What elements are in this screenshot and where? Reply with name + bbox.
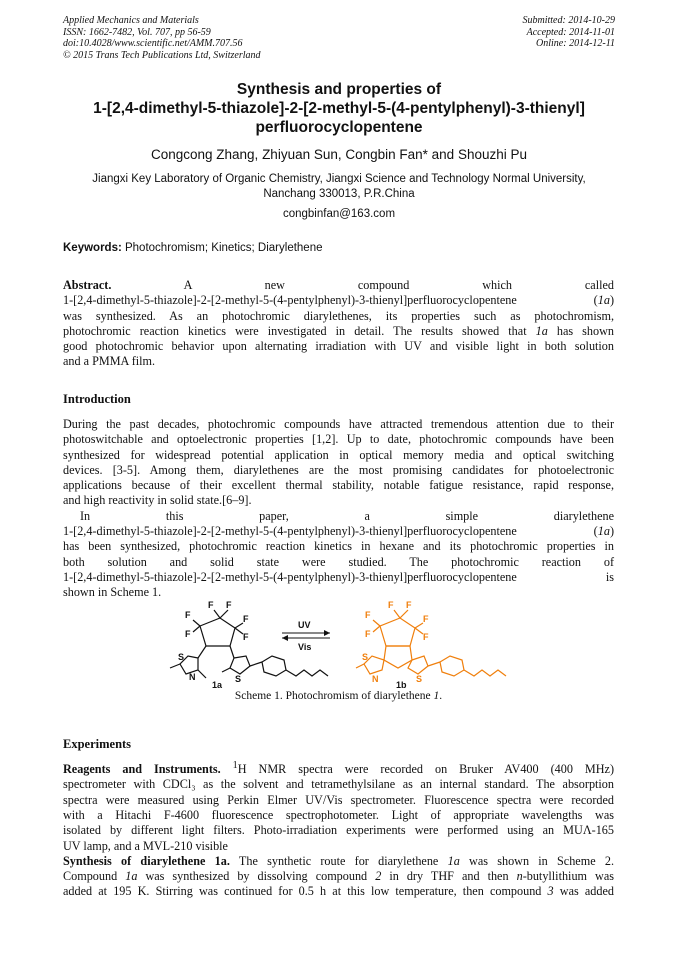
doi[interactable]: doi:10.4028/www.scientific.net/AMM.707.56 [63, 38, 243, 49]
text: ) [609, 524, 614, 539]
scheme-caption [63, 690, 614, 702]
intro-line: has been synthesized, photochromic reaction kinetics in hexane and its photochromic properties in [63, 539, 614, 554]
text: in dry THF and then [381, 869, 517, 884]
exp-line: UV lamp, and a MVL-210 visible [63, 838, 228, 853]
issn: ISSN: 1662-7482, Vol. 707, pp 56-59 [63, 26, 211, 38]
atom-label: F [423, 614, 429, 624]
introduction-body [63, 417, 614, 601]
exp-line [63, 758, 614, 777]
thiophene-ring [230, 656, 250, 674]
pentyl-chain [464, 670, 506, 676]
affiliation [50, 172, 628, 202]
exp-line: spectra were measured using Perkin Elmer UV/Vis spectrometer. Fluorescence spectra were recorded [63, 792, 614, 807]
bond [250, 662, 262, 666]
text: photochromic reaction kinetics were investigated in detail. The results showed that [63, 323, 536, 338]
compound-ref: 1a [597, 293, 610, 308]
affiliation-line: Jiangxi Key Laboratory of Organic Chemistry, Jiangxi Science and Technology Normal University, [92, 173, 586, 185]
abstract-line: good photochromic behavior upon alternating irradiation with UV and visible light in both solution [63, 339, 614, 354]
atom-label: F [208, 600, 214, 610]
exp-line [63, 869, 614, 884]
text: has shown [547, 323, 614, 338]
text: 1-[2,4-dimethyl-5-thiazole]-2-[2-methyl-5-(4-pentylphenyl)-3-thienyl]perfluorocyclopentene ( [63, 293, 598, 308]
paragraph-label: Synthesis of diarylethene 1a. [63, 853, 230, 868]
paper-title [40, 80, 638, 137]
phenyl-ring [262, 656, 286, 676]
atom-label: F [243, 632, 249, 642]
atom-label: S [178, 652, 185, 662]
scheme-1-figure [150, 598, 630, 690]
compound-ref: 3 [547, 884, 554, 899]
submitted-date: Submitted: 2014-10-29 [522, 15, 615, 26]
intro-line [63, 524, 614, 539]
abstract-line: and a PMMA film. [63, 354, 156, 369]
authors: Congcong Zhang, Zhiyuan Sun, Congbin Fan* and Shouzhi Pu [150, 147, 527, 162]
bond [415, 628, 423, 634]
bond [356, 664, 364, 668]
phenyl-ring [440, 656, 464, 676]
text: A new compound which called [111, 278, 614, 292]
cyclopentene-ring [200, 618, 235, 646]
introduction-heading: Introduction [63, 392, 131, 406]
compound-ref: 1a [447, 853, 460, 868]
text: H NMR spectra were recorded on Bruker AV400 (400 MHz) [237, 762, 615, 777]
text: -butyllithium was [522, 869, 614, 884]
central-ring [384, 646, 412, 668]
text: Scheme 1. Photochromism of diarylethene [234, 690, 434, 702]
molecule-1b [356, 610, 506, 676]
intro-line: synthesized for widespread potential application in optical memory media and optical switching [63, 447, 614, 462]
text: added at 195 K. Stirring was continued for 0.5 h at this low temperature, then compound [63, 884, 548, 899]
experiments-heading: Experiments [63, 737, 132, 751]
bond [170, 664, 180, 668]
title-line: perfluorocyclopentene [255, 119, 423, 136]
exp-line [63, 884, 614, 899]
intro-line: devices. [3-5]. Among them, diarylethenes are the most promising candidates for photoelectronic [63, 462, 614, 477]
compound-ref: 1a [535, 323, 548, 338]
exp-line: spectrometer with CDCl₃ as the solvent and tetramethylsilane as an internal standard. The absorption [63, 777, 614, 792]
keywords-label: Keywords: [63, 242, 122, 254]
atoms-1a [178, 600, 249, 690]
online-date: Online: 2014-12-11 [536, 38, 615, 49]
atom-label: F [423, 632, 429, 642]
bond [415, 623, 423, 628]
text: . [439, 690, 443, 702]
abstract-line [63, 293, 614, 308]
text: was added [553, 884, 614, 899]
intro-line: In this paper, a simple diarylethene [80, 508, 614, 523]
abstract-label: Abstract. [63, 278, 112, 292]
paragraph-label: Reagents and Instruments. [63, 762, 221, 777]
abstract [63, 278, 614, 370]
atom-label: S [362, 652, 369, 662]
bond [428, 662, 440, 666]
intro-line: and high reactivity in solid state.[6–9]. [63, 493, 252, 508]
intro-line: both solution and solid state were studied. The photochromic reaction of [63, 554, 614, 569]
atom-label: F [185, 610, 191, 620]
atom-label: S [416, 674, 423, 684]
compound-ref: 2 [375, 869, 382, 884]
title-line: Synthesis and properties of [236, 81, 442, 98]
atom-label: F [365, 610, 371, 620]
compound-label-1a: 1a [212, 680, 223, 690]
reaction-arrows [282, 620, 330, 652]
atom-label: F [406, 600, 412, 610]
bond [400, 610, 408, 618]
accepted-date: Accepted: 2014-11-01 [526, 26, 615, 38]
copyright: © 2015 Trans Tech Publications Ltd, Switzerland [63, 49, 261, 61]
uv-label: UV [298, 620, 311, 630]
bond [198, 646, 206, 658]
compound-ref: 1 [433, 690, 440, 702]
exp-line: isolated by different light filters. Photo-irradiation experiments were performed using an MUΛ-165 [63, 823, 614, 838]
superscript: 1 [232, 760, 238, 771]
text: was shown in Scheme 2. [459, 853, 614, 868]
cyclopentene-ring [380, 618, 415, 646]
atom-label: F [365, 629, 371, 639]
email[interactable]: congbinfan@163.com [282, 208, 396, 220]
bond [214, 610, 220, 618]
affiliation-line: Nanchang 330013, P.R.China [263, 188, 415, 200]
bond [198, 670, 206, 678]
intro-line: photoswitchable and optoelectronic properties [1,2]. Up to date, photochromic compounds have been [63, 432, 614, 447]
atom-label: N [189, 672, 196, 682]
bond [394, 610, 400, 618]
intro-line: During the past decades, photochromic compounds have attracted tremendous attention due to their [63, 417, 614, 431]
experiments-body [63, 758, 614, 900]
compound-ref: 1a [597, 524, 610, 539]
atom-label: S [235, 674, 242, 684]
arrowhead [282, 635, 288, 641]
arrowhead [324, 630, 330, 636]
text: 1-[2,4-dimethyl-5-thiazole]-2-[2-methyl-5-(4-pentylphenyl)-3-thienyl]perfluorocyclopentene ( [63, 524, 598, 539]
title-line: 1-[2,4-dimethyl-5-thiazole]-2-[2-methyl-5-(4-pentylphenyl)-3-thienyl] [93, 100, 585, 117]
pentyl-chain [286, 670, 328, 676]
journal-name: Applied Mechanics and Materials [63, 15, 199, 26]
dates-info [523, 15, 616, 50]
exp-line: with a Hitachi F-4600 fluorescence spectrophotometer. Light of appropriate wavelengths was [63, 807, 614, 822]
bond [373, 620, 380, 626]
bond [220, 610, 228, 618]
atom-label: F [185, 629, 191, 639]
journal-info [63, 15, 261, 61]
abstract-line [63, 278, 614, 293]
keywords [63, 242, 323, 254]
atom-label: F [388, 600, 394, 610]
atom-label: F [226, 600, 232, 610]
atom-label: F [243, 614, 249, 624]
vis-label: Vis [298, 642, 312, 652]
atom-label: N [372, 674, 379, 684]
bond [193, 626, 200, 632]
italic-n: n [516, 869, 523, 884]
compound-label-1b: 1b [396, 680, 407, 690]
text: Compound [63, 869, 126, 884]
text: was synthesized by dissolving compound [137, 869, 376, 884]
compound-ref: 1a [125, 869, 138, 884]
intro-line: 1-[2,4-dimethyl-5-thiazole]-2-[2-methyl-5-(4-pentylphenyl)-3-thienyl]perfluorocyclopentene is [63, 569, 614, 584]
bond [230, 646, 234, 658]
bond [193, 620, 200, 626]
bond [235, 623, 243, 628]
intro-line: applications because of their excellent thermal stability, notable fatigue resistance, rapid response, [63, 478, 614, 493]
keywords-text: Photochromism; Kinetics; Diarylethene [121, 242, 323, 254]
abstract-line: was synthesized. As an photochromic diarylethenes, its properties such as photochromism, [63, 308, 614, 323]
exp-line [63, 854, 614, 869]
text: The synthetic route for diarylethene [229, 853, 448, 868]
bond [235, 628, 243, 634]
bond [373, 626, 380, 632]
text: ) [609, 293, 614, 308]
intro-line: shown in Scheme 1. [63, 585, 162, 600]
abstract-line [63, 324, 614, 339]
thiophene-ring [408, 656, 428, 674]
bond [222, 668, 230, 672]
